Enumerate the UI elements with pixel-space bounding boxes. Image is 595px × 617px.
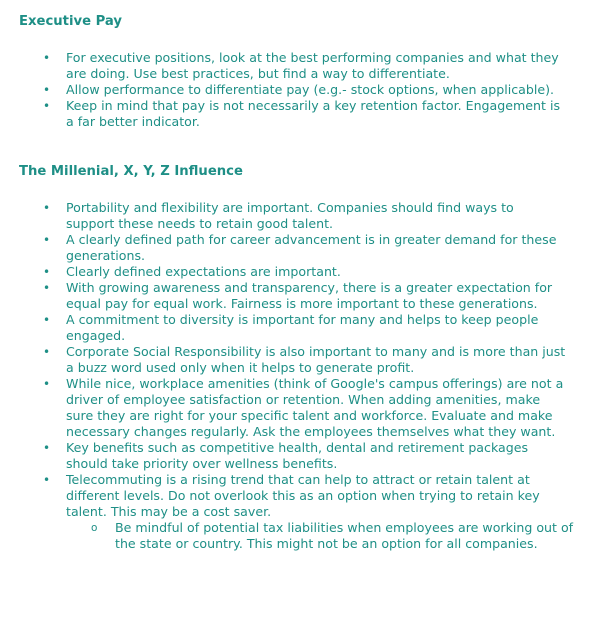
list-item: • Portability and flexibility are important. Companies should find ways to support these needs to retain good talent.: [0, 200, 566, 232]
list-item: • Key benefits such as competitive health, dental and retirement packages should take priority over wellness benefits.: [0, 440, 566, 472]
list-item: • For executive positions, look at the best performing companies and what they are doing. Use best practices, but find a way to differentiate.: [0, 50, 560, 82]
list-item: • While nice, workplace amenities (think of Google's campus offerings) are not a driver of employee satisfaction or retention. When adding amenities, make sure they are right for your specific talent and workforce. Evaluate and make necessary changes regularly. Ask the employees themselves what they want.: [0, 376, 566, 440]
section-heading-generations: The Millenial, X, Y, Z Influence: [19, 164, 243, 179]
generations-list: [0, 200, 574, 552]
list-item: • A clearly defined path for career advancement is in greater demand for these generations.: [0, 232, 566, 264]
list-item: • Keep in mind that pay is not necessarily a key retention factor. Engagement is a far better indicator.: [0, 98, 560, 130]
executive-pay-list: [0, 50, 560, 130]
list-item: • A commitment to diversity is important for many and helps to keep people engaged.: [0, 312, 566, 344]
telecommuting-sublist: [66, 520, 574, 552]
list-item: • Corporate Social Responsibility is also important to many and is more than just a buzz word used only when it helps to generate profit.: [0, 344, 566, 376]
list-item-text: Telecommuting is a rising trend that can help to attract or retain talent at different levels. Do not overlook this as an option when trying to retain key talent. This may be a cost saver.: [66, 472, 540, 519]
list-item: • With growing awareness and transparency, there is a greater expectation for equal pay for equal work. Fairness is more important to these generations.: [0, 280, 566, 312]
list-item: • Clearly defined expectations are important.: [0, 264, 566, 280]
list-item-telecommuting: [0, 472, 574, 552]
section-heading-executive-pay: Executive Pay: [19, 14, 123, 29]
list-item: • Allow performance to differentiate pay (e.g.- stock options, when applicable).: [0, 82, 560, 98]
sub-list-item: o Be mindful of potential tax liabilities when employees are working out of the state or country. This might not be an option for all companies.: [115, 520, 585, 552]
